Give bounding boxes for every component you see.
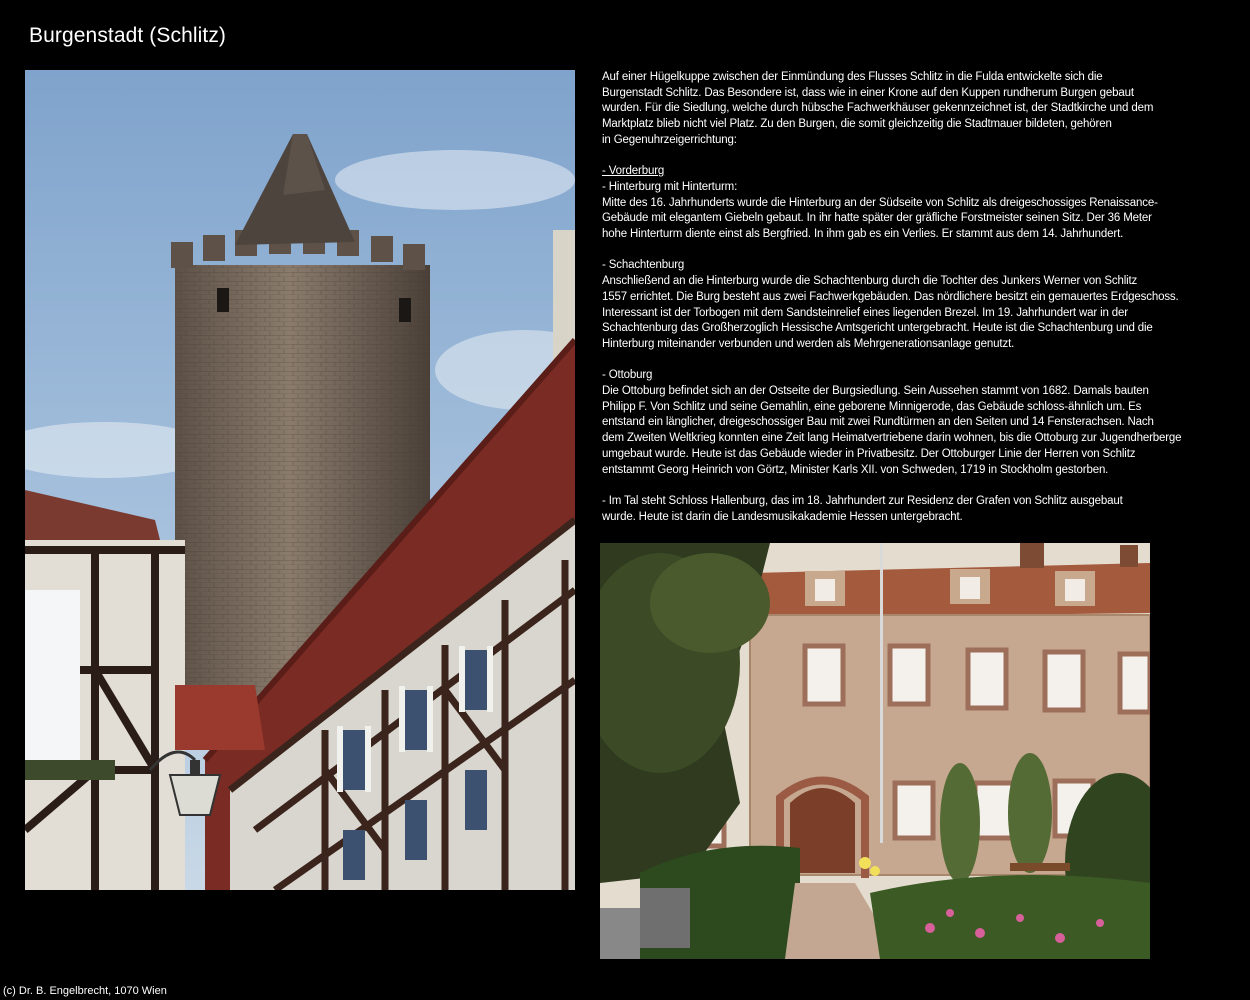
schachtenburg-paragraph: - Schachtenburg Anschließend an die Hinterburg wurde die Schachtenburg durch die Tochter des Junkers Werner von Schlitz 1557 errichtet. Die Burg besteht aus zwei Fachwerkgebäuden. Das nördlichere besitzt ein gemauertes Erdgeschoss. Interessant ist der Torbogen mit dem Sandsteinrelief eines liegenden Brezel. Im 19. Jahrhundert war in der Schachtenburg das Großherzoglich Hessische Amtsgericht untergebracht. Heute ist die Schachtenburg und die Hinterburg miteinander verbunden und werden als Mehrgenerationsanlage genutzt. <box>602 259 1179 350</box>
page-title: Burgenstadt (Schlitz) <box>29 24 227 47</box>
hallenburg-paragraph: - Im Tal steht Schloss Hallenburg, das im 18. Jahrhundert zur Residenz der Grafen von Schlitz ausgebaut wurde. Heute ist darin die Landesmusikakademie Hessen untergebracht. <box>602 494 1123 523</box>
photo-schloss-hallenburg <box>600 543 1150 959</box>
photo-tower-half-timbered <box>25 70 575 890</box>
description-text <box>602 70 1232 541</box>
ottoburg-paragraph: - Ottoburg Die Ottoburg befindet sich an der Ostseite der Burgsiedlung. Sein Aussehen stammt von 1682. Damals bauten Philipp F. Von Schlitz und seine Gemahlin, eine geborene Minnigerode, das Gebäude schloss-ähnlich um. Es entstand ein länglicher, dreigeschossiger Bau mit zwei Rundtürmen an den Seiten und 14 Fensterachsen. Nach dem Zweiten Weltkrieg konnten eine Zeit lang Heimatvertriebene darin wohnen, bis die Ottoburg zur Jugendherberge umgebaut wurde. Heute ist das Gebäude wieder in Privatbesitz. Der Ottoburger Linie der Herren von Schlitz entstammt Georg Heinrich von Görtz, Minister Karls XII. von Schweden, 1719 in Stockholm gestorben. <box>602 369 1182 476</box>
vorderburg-link[interactable]: - Vorderburg <box>602 165 665 178</box>
intro-paragraph: Auf einer Hügelkuppe zwischen der Einmündung des Flusses Schlitz in die Fulda entwickelte sich die Burgenstadt Schlitz. Das Besondere ist, dass wie in einer Krone auf den Kuppen rundherum Burgen gebaut wurden. Für die Siedlung, welche durch hübsche Fachwerkhäuser gekennzeichnet ist, der Stadtkirche und dem Marktplatz blieb nicht viel Platz. Zu den Burgen, die somit gleichzeitig die Stadtmauer bildeten, gehören in Gegenuhrzeigerrichtung: <box>602 71 1154 146</box>
copyright-notice: (c) Dr. B. Engelbrecht, 1070 Wien <box>3 985 167 997</box>
hinterburg-paragraph: - Vorderburg - Hinterburg mit Hinterturm: Mitte des 16. Jahrhunderts wurde die Hinterburg an der Südseite von Schlitz als dreigeschossiges Renaissance- Gebäude mit elegantem Giebeln gebaut. In ihr hatte später der gräfliche Forstmeister seinen Sitz. Der 36 Meter hohe Hinterturm diente einst als Bergfried. In ihm gab es ein Verlies. Er stammt aus dem 14. Jahrhundert. <box>602 164 1232 243</box>
